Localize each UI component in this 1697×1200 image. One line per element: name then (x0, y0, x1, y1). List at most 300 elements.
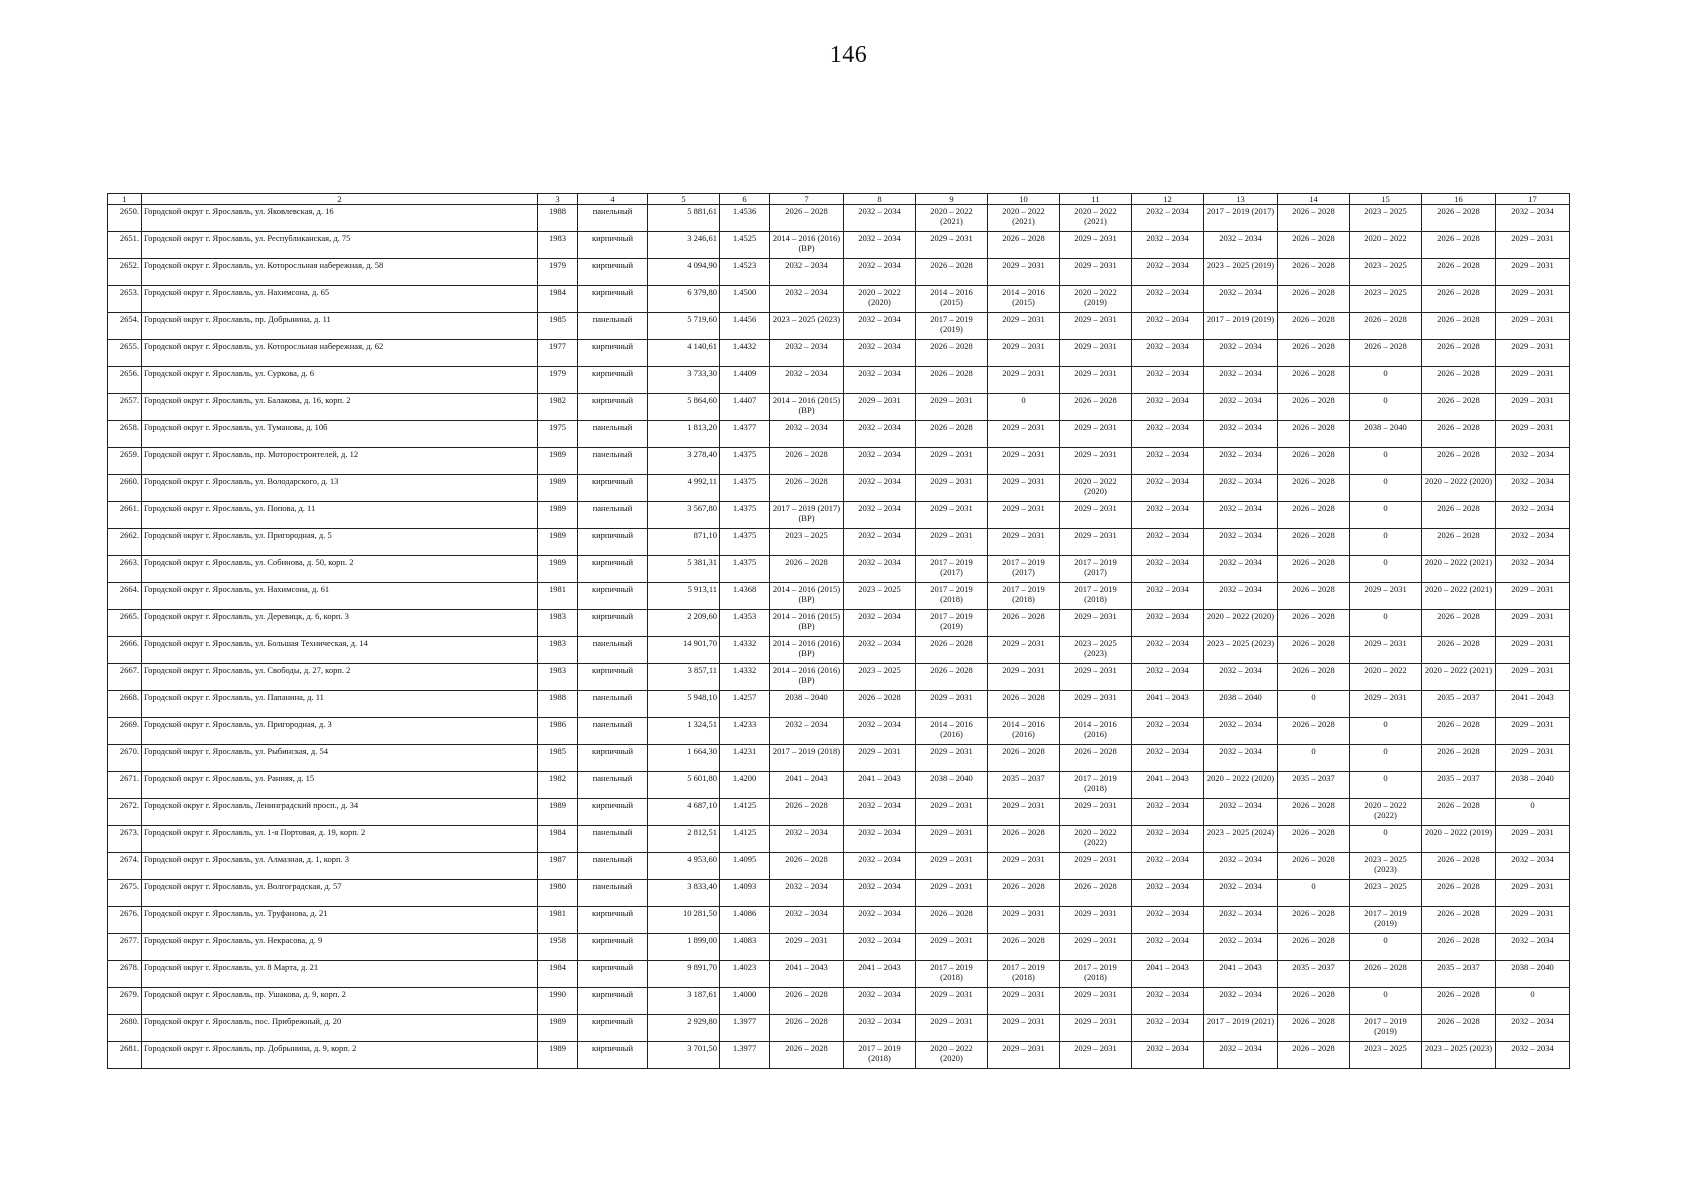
cell-address: Городской округ г. Ярославль, ул. Нахимсона, д. 65 (142, 286, 538, 313)
cell-period-col-13: 2032 – 2034 (1204, 745, 1278, 772)
cell-period-col-17: 2029 – 2031 (1496, 907, 1570, 934)
cell-wall-material: панельный (578, 826, 648, 853)
cell-wall-material: кирпичный (578, 745, 648, 772)
cell-period-col-9: 2026 – 2028 (916, 367, 988, 394)
cell-row-number: 2657. (108, 394, 142, 421)
cell-period-col-14: 0 (1278, 745, 1350, 772)
cell-period-col-11: 2029 – 2031 (1060, 259, 1132, 286)
cell-period-col-17: 2029 – 2031 (1496, 367, 1570, 394)
table-row (108, 529, 1570, 556)
cell-period-col-14: 2026 – 2028 (1278, 664, 1350, 691)
cell-row-number: 2665. (108, 610, 142, 637)
cell-period-col-17: 2032 – 2034 (1496, 1015, 1570, 1042)
cell-period-col-11: 2017 – 2019 (2018) (1060, 772, 1132, 799)
cell-period-col-9: 2029 – 2031 (916, 880, 988, 907)
cell-period-col-13: 2032 – 2034 (1204, 475, 1278, 502)
cell-address: Городской округ г. Ярославль, ул. Собинова, д. 50, корп. 2 (142, 556, 538, 583)
column-header-17: 17 (1496, 194, 1570, 205)
cell-period-col-11: 2017 – 2019 (2018) (1060, 583, 1132, 610)
cell-area: 1 899,00 (648, 934, 720, 961)
cell-period-col-16: 2020 – 2022 (2021) (1422, 583, 1496, 610)
cell-address: Городской округ г. Ярославль, пр. Добрынина, д. 9, корп. 2 (142, 1042, 538, 1069)
cell-index: 1.4523 (720, 259, 770, 286)
cell-period-col-7: 2026 – 2028 (770, 988, 844, 1015)
cell-period-col-7: 2026 – 2028 (770, 799, 844, 826)
cell-period-col-13: 2032 – 2034 (1204, 394, 1278, 421)
cell-period-col-9: 2029 – 2031 (916, 745, 988, 772)
cell-period-col-9: 2026 – 2028 (916, 340, 988, 367)
cell-period-col-13: 2032 – 2034 (1204, 367, 1278, 394)
column-header-3: 3 (538, 194, 578, 205)
cell-address: Городской округ г. Ярославль, ул. Попова, д. 11 (142, 502, 538, 529)
cell-year-built: 1981 (538, 907, 578, 934)
cell-period-col-10: 2029 – 2031 (988, 313, 1060, 340)
cell-wall-material: панельный (578, 718, 648, 745)
cell-period-col-17: 2032 – 2034 (1496, 205, 1570, 232)
cell-period-col-10: 2020 – 2022 (2021) (988, 205, 1060, 232)
cell-period-col-10: 2029 – 2031 (988, 340, 1060, 367)
cell-period-col-10: 2026 – 2028 (988, 232, 1060, 259)
cell-period-col-12: 2032 – 2034 (1132, 286, 1204, 313)
cell-period-col-15: 0 (1350, 772, 1422, 799)
cell-period-col-14: 2035 – 2037 (1278, 772, 1350, 799)
cell-period-col-14: 2026 – 2028 (1278, 475, 1350, 502)
cell-period-col-15: 2023 – 2025 (1350, 205, 1422, 232)
cell-area: 5 601,80 (648, 772, 720, 799)
cell-row-number: 2681. (108, 1042, 142, 1069)
cell-row-number: 2654. (108, 313, 142, 340)
cell-period-col-17: 0 (1496, 988, 1570, 1015)
cell-period-col-7: 2026 – 2028 (770, 853, 844, 880)
cell-index: 1.4233 (720, 718, 770, 745)
cell-period-col-13: 2020 – 2022 (2020) (1204, 610, 1278, 637)
cell-period-col-13: 2032 – 2034 (1204, 907, 1278, 934)
housing-register-table (107, 193, 1570, 1069)
cell-period-col-10: 2026 – 2028 (988, 691, 1060, 718)
cell-area: 5 948,10 (648, 691, 720, 718)
cell-period-col-7: 2026 – 2028 (770, 475, 844, 502)
cell-period-col-16: 2020 – 2022 (2021) (1422, 664, 1496, 691)
cell-period-col-11: 2023 – 2025 (2023) (1060, 637, 1132, 664)
cell-wall-material: панельный (578, 637, 648, 664)
cell-period-col-11: 2029 – 2031 (1060, 1042, 1132, 1069)
cell-period-col-13: 2032 – 2034 (1204, 664, 1278, 691)
cell-period-col-15: 2017 – 2019 (2019) (1350, 907, 1422, 934)
cell-period-col-10: 2017 – 2019 (2018) (988, 961, 1060, 988)
cell-address: Городской округ г. Ярославль, Ленинградский просп., д. 34 (142, 799, 538, 826)
cell-period-col-9: 2029 – 2031 (916, 853, 988, 880)
cell-index: 1.4375 (720, 556, 770, 583)
cell-row-number: 2668. (108, 691, 142, 718)
cell-period-col-7: 2017 – 2019 (2018) (770, 745, 844, 772)
cell-area: 6 379,80 (648, 286, 720, 313)
cell-year-built: 1984 (538, 826, 578, 853)
cell-year-built: 1984 (538, 961, 578, 988)
cell-period-col-9: 2029 – 2031 (916, 691, 988, 718)
cell-wall-material: панельный (578, 880, 648, 907)
cell-period-col-13: 2032 – 2034 (1204, 502, 1278, 529)
cell-index: 1.4353 (720, 610, 770, 637)
cell-period-col-13: 2032 – 2034 (1204, 934, 1278, 961)
column-header-13: 13 (1204, 194, 1278, 205)
cell-period-col-7: 2029 – 2031 (770, 934, 844, 961)
cell-index: 1.4023 (720, 961, 770, 988)
table-row (108, 583, 1570, 610)
cell-period-col-8: 2032 – 2034 (844, 205, 916, 232)
cell-row-number: 2674. (108, 853, 142, 880)
cell-period-col-12: 2032 – 2034 (1132, 583, 1204, 610)
cell-period-col-15: 2020 – 2022 (2022) (1350, 799, 1422, 826)
cell-row-number: 2650. (108, 205, 142, 232)
cell-wall-material: кирпичный (578, 664, 648, 691)
cell-period-col-9: 2017 – 2019 (2018) (916, 583, 988, 610)
cell-period-col-10: 2026 – 2028 (988, 880, 1060, 907)
cell-row-number: 2651. (108, 232, 142, 259)
cell-address: Городской округ г. Ярославль, ул. Волгоградская, д. 57 (142, 880, 538, 907)
cell-period-col-9: 2026 – 2028 (916, 664, 988, 691)
cell-year-built: 1988 (538, 691, 578, 718)
cell-index: 1.4083 (720, 934, 770, 961)
cell-period-col-11: 2020 – 2022 (2019) (1060, 286, 1132, 313)
cell-wall-material: панельный (578, 448, 648, 475)
cell-row-number: 2663. (108, 556, 142, 583)
cell-period-col-12: 2032 – 2034 (1132, 799, 1204, 826)
cell-period-col-14: 0 (1278, 691, 1350, 718)
cell-index: 1.3977 (720, 1042, 770, 1069)
cell-period-col-15: 2023 – 2025 (1350, 286, 1422, 313)
cell-period-col-12: 2032 – 2034 (1132, 205, 1204, 232)
cell-period-col-14: 2026 – 2028 (1278, 313, 1350, 340)
table-row (108, 1042, 1570, 1069)
cell-period-col-14: 2026 – 2028 (1278, 340, 1350, 367)
cell-period-col-8: 2032 – 2034 (844, 1015, 916, 1042)
cell-address: Городской округ г. Ярославль, пр. Добрынина, д. 11 (142, 313, 538, 340)
cell-period-col-7: 2014 – 2016 (2016) (ВР) (770, 664, 844, 691)
cell-period-col-13: 2038 – 2040 (1204, 691, 1278, 718)
cell-period-col-14: 2026 – 2028 (1278, 448, 1350, 475)
cell-period-col-10: 2017 – 2019 (2018) (988, 583, 1060, 610)
cell-period-col-8: 2032 – 2034 (844, 718, 916, 745)
cell-period-col-7: 2014 – 2016 (2016) (ВР) (770, 637, 844, 664)
cell-row-number: 2655. (108, 340, 142, 367)
cell-period-col-7: 2032 – 2034 (770, 340, 844, 367)
cell-period-col-16: 2026 – 2028 (1422, 934, 1496, 961)
cell-period-col-7: 2032 – 2034 (770, 259, 844, 286)
cell-period-col-14: 2026 – 2028 (1278, 637, 1350, 664)
table-row (108, 745, 1570, 772)
cell-row-number: 2662. (108, 529, 142, 556)
column-header-16: 16 (1422, 194, 1496, 205)
cell-index: 1.4375 (720, 475, 770, 502)
table-row (108, 259, 1570, 286)
cell-index: 1.4375 (720, 502, 770, 529)
cell-period-col-10: 2029 – 2031 (988, 907, 1060, 934)
cell-period-col-8: 2032 – 2034 (844, 259, 916, 286)
cell-period-col-8: 2017 – 2019 (2018) (844, 1042, 916, 1069)
cell-period-col-13: 2032 – 2034 (1204, 583, 1278, 610)
table-row (108, 988, 1570, 1015)
cell-period-col-7: 2026 – 2028 (770, 1015, 844, 1042)
table-row (108, 286, 1570, 313)
cell-wall-material: кирпичный (578, 394, 648, 421)
table-row (108, 610, 1570, 637)
cell-period-col-7: 2032 – 2034 (770, 907, 844, 934)
cell-period-col-14: 2026 – 2028 (1278, 1015, 1350, 1042)
cell-period-col-7: 2014 – 2016 (2015) (ВР) (770, 394, 844, 421)
cell-period-col-13: 2032 – 2034 (1204, 421, 1278, 448)
cell-index: 1.4095 (720, 853, 770, 880)
cell-row-number: 2670. (108, 745, 142, 772)
cell-period-col-17: 2029 – 2031 (1496, 286, 1570, 313)
cell-period-col-12: 2032 – 2034 (1132, 1042, 1204, 1069)
cell-index: 1.4375 (720, 529, 770, 556)
cell-period-col-9: 2014 – 2016 (2015) (916, 286, 988, 313)
cell-area: 2 209,60 (648, 610, 720, 637)
cell-period-col-9: 2026 – 2028 (916, 421, 988, 448)
cell-period-col-16: 2026 – 2028 (1422, 907, 1496, 934)
cell-period-col-12: 2032 – 2034 (1132, 232, 1204, 259)
cell-period-col-17: 2029 – 2031 (1496, 394, 1570, 421)
cell-period-col-15: 0 (1350, 826, 1422, 853)
cell-period-col-12: 2032 – 2034 (1132, 880, 1204, 907)
cell-wall-material: кирпичный (578, 475, 648, 502)
cell-period-col-14: 2026 – 2028 (1278, 502, 1350, 529)
cell-area: 4 953,60 (648, 853, 720, 880)
cell-index: 1.4125 (720, 799, 770, 826)
cell-wall-material: кирпичный (578, 286, 648, 313)
cell-index: 1.4432 (720, 340, 770, 367)
cell-year-built: 1989 (538, 529, 578, 556)
cell-period-col-13: 2032 – 2034 (1204, 556, 1278, 583)
cell-period-col-16: 2026 – 2028 (1422, 205, 1496, 232)
cell-period-col-17: 2029 – 2031 (1496, 718, 1570, 745)
cell-period-col-10: 0 (988, 394, 1060, 421)
cell-period-col-9: 2029 – 2031 (916, 934, 988, 961)
cell-wall-material: кирпичный (578, 1042, 648, 1069)
cell-address: Городской округ г. Ярославль, ул. Алмазная, д. 1, корп. 3 (142, 853, 538, 880)
cell-period-col-17: 2029 – 2031 (1496, 259, 1570, 286)
cell-period-col-13: 2032 – 2034 (1204, 340, 1278, 367)
cell-wall-material: кирпичный (578, 907, 648, 934)
cell-period-col-17: 2029 – 2031 (1496, 637, 1570, 664)
cell-index: 1.4093 (720, 880, 770, 907)
cell-period-col-14: 2026 – 2028 (1278, 421, 1350, 448)
cell-period-col-15: 2020 – 2022 (1350, 664, 1422, 691)
cell-period-col-13: 2017 – 2019 (2019) (1204, 313, 1278, 340)
cell-period-col-13: 2017 – 2019 (2021) (1204, 1015, 1278, 1042)
cell-period-col-7: 2032 – 2034 (770, 718, 844, 745)
cell-wall-material: кирпичный (578, 799, 648, 826)
cell-period-col-11: 2029 – 2031 (1060, 799, 1132, 826)
cell-period-col-16: 2026 – 2028 (1422, 529, 1496, 556)
cell-period-col-15: 2023 – 2025 (1350, 880, 1422, 907)
cell-period-col-11: 2017 – 2019 (2018) (1060, 961, 1132, 988)
cell-period-col-7: 2026 – 2028 (770, 448, 844, 475)
cell-period-col-14: 2026 – 2028 (1278, 286, 1350, 313)
cell-period-col-16: 2026 – 2028 (1422, 853, 1496, 880)
table-row (108, 637, 1570, 664)
cell-period-col-14: 2026 – 2028 (1278, 799, 1350, 826)
cell-address: Городской округ г. Ярославль, ул. Суркова, д. 6 (142, 367, 538, 394)
cell-period-col-7: 2032 – 2034 (770, 367, 844, 394)
table-row (108, 394, 1570, 421)
cell-address: Городской округ г. Ярославль, ул. Володарского, д. 13 (142, 475, 538, 502)
cell-period-col-16: 2026 – 2028 (1422, 988, 1496, 1015)
cell-wall-material: кирпичный (578, 367, 648, 394)
cell-period-col-14: 2026 – 2028 (1278, 556, 1350, 583)
cell-address: Городской округ г. Ярославль, ул. Которосльная набережная, д. 62 (142, 340, 538, 367)
cell-year-built: 1983 (538, 610, 578, 637)
cell-period-col-9: 2026 – 2028 (916, 907, 988, 934)
cell-period-col-13: 2032 – 2034 (1204, 718, 1278, 745)
table-body (108, 205, 1570, 1069)
cell-area: 3 278,40 (648, 448, 720, 475)
cell-address: Городской округ г. Ярославль, пр. Моторостроителей, д. 12 (142, 448, 538, 475)
cell-period-col-14: 2026 – 2028 (1278, 394, 1350, 421)
cell-index: 1.4368 (720, 583, 770, 610)
cell-wall-material: панельный (578, 313, 648, 340)
cell-area: 3 187,61 (648, 988, 720, 1015)
cell-area: 3 567,80 (648, 502, 720, 529)
cell-period-col-8: 2032 – 2034 (844, 988, 916, 1015)
cell-index: 1.4456 (720, 313, 770, 340)
cell-period-col-9: 2026 – 2028 (916, 259, 988, 286)
cell-period-col-17: 0 (1496, 799, 1570, 826)
cell-index: 1.4257 (720, 691, 770, 718)
cell-period-col-11: 2026 – 2028 (1060, 745, 1132, 772)
cell-period-col-9: 2017 – 2019 (2018) (916, 961, 988, 988)
cell-period-col-15: 2029 – 2031 (1350, 583, 1422, 610)
cell-year-built: 1977 (538, 340, 578, 367)
cell-period-col-8: 2032 – 2034 (844, 529, 916, 556)
cell-period-col-16: 2026 – 2028 (1422, 1015, 1496, 1042)
cell-year-built: 1982 (538, 772, 578, 799)
table-row (108, 313, 1570, 340)
cell-period-col-15: 2029 – 2031 (1350, 691, 1422, 718)
cell-period-col-16: 2026 – 2028 (1422, 880, 1496, 907)
cell-period-col-8: 2032 – 2034 (844, 448, 916, 475)
cell-area: 4 094,90 (648, 259, 720, 286)
cell-period-col-16: 2026 – 2028 (1422, 448, 1496, 475)
cell-year-built: 1989 (538, 1015, 578, 1042)
cell-row-number: 2673. (108, 826, 142, 853)
cell-address: Городской округ г. Ярославль, ул. Рыбинская, д. 54 (142, 745, 538, 772)
cell-period-col-14: 2026 – 2028 (1278, 232, 1350, 259)
cell-period-col-12: 2032 – 2034 (1132, 826, 1204, 853)
cell-row-number: 2652. (108, 259, 142, 286)
cell-period-col-15: 0 (1350, 502, 1422, 529)
cell-period-col-11: 2029 – 2031 (1060, 664, 1132, 691)
table-row (108, 880, 1570, 907)
cell-period-col-10: 2026 – 2028 (988, 826, 1060, 853)
column-header-11: 11 (1060, 194, 1132, 205)
cell-period-col-8: 2032 – 2034 (844, 313, 916, 340)
cell-period-col-9: 2029 – 2031 (916, 529, 988, 556)
cell-period-col-13: 2020 – 2022 (2020) (1204, 772, 1278, 799)
column-header-10: 10 (988, 194, 1060, 205)
cell-area: 2 812,51 (648, 826, 720, 853)
cell-period-col-10: 2029 – 2031 (988, 637, 1060, 664)
cell-year-built: 1989 (538, 475, 578, 502)
cell-period-col-7: 2026 – 2028 (770, 1042, 844, 1069)
cell-period-col-11: 2029 – 2031 (1060, 1015, 1132, 1042)
cell-row-number: 2677. (108, 934, 142, 961)
cell-area: 1 664,30 (648, 745, 720, 772)
cell-period-col-7: 2032 – 2034 (770, 286, 844, 313)
cell-period-col-9: 2029 – 2031 (916, 475, 988, 502)
cell-period-col-13: 2032 – 2034 (1204, 1042, 1278, 1069)
cell-period-col-16: 2020 – 2022 (2020) (1422, 475, 1496, 502)
cell-wall-material: кирпичный (578, 259, 648, 286)
cell-row-number: 2672. (108, 799, 142, 826)
cell-index: 1.4086 (720, 907, 770, 934)
cell-period-col-10: 2029 – 2031 (988, 799, 1060, 826)
cell-period-col-14: 2026 – 2028 (1278, 1042, 1350, 1069)
cell-period-col-16: 2026 – 2028 (1422, 421, 1496, 448)
cell-period-col-8: 2032 – 2034 (844, 934, 916, 961)
cell-period-col-13: 2032 – 2034 (1204, 799, 1278, 826)
cell-period-col-9: 2029 – 2031 (916, 448, 988, 475)
cell-period-col-9: 2029 – 2031 (916, 394, 988, 421)
cell-period-col-12: 2041 – 2043 (1132, 772, 1204, 799)
cell-address: Городской округ г. Ярославль, ул. Труфанова, д. 21 (142, 907, 538, 934)
cell-period-col-12: 2032 – 2034 (1132, 637, 1204, 664)
cell-period-col-16: 2026 – 2028 (1422, 610, 1496, 637)
column-header-4: 4 (578, 194, 648, 205)
cell-row-number: 2678. (108, 961, 142, 988)
cell-period-col-12: 2032 – 2034 (1132, 745, 1204, 772)
column-header-2: 2 (142, 194, 538, 205)
page-number: 146 (829, 42, 868, 68)
cell-period-col-10: 2029 – 2031 (988, 853, 1060, 880)
cell-index: 1.4409 (720, 367, 770, 394)
cell-index: 1.4125 (720, 826, 770, 853)
cell-address: Городской округ г. Ярославль, ул. Пригородная, д. 5 (142, 529, 538, 556)
cell-row-number: 2669. (108, 718, 142, 745)
cell-period-col-12: 2032 – 2034 (1132, 394, 1204, 421)
cell-period-col-12: 2032 – 2034 (1132, 367, 1204, 394)
cell-period-col-12: 2032 – 2034 (1132, 340, 1204, 367)
column-header-12: 12 (1132, 194, 1204, 205)
cell-area: 4 992,11 (648, 475, 720, 502)
cell-period-col-10: 2026 – 2028 (988, 934, 1060, 961)
cell-period-col-13: 2032 – 2034 (1204, 286, 1278, 313)
cell-period-col-14: 2026 – 2028 (1278, 826, 1350, 853)
cell-year-built: 1985 (538, 745, 578, 772)
cell-period-col-9: 2029 – 2031 (916, 799, 988, 826)
cell-period-col-15: 2026 – 2028 (1350, 961, 1422, 988)
cell-period-col-17: 2032 – 2034 (1496, 1042, 1570, 1069)
cell-address: Городской округ г. Ярославль, ул. Республиканская, д. 75 (142, 232, 538, 259)
cell-period-col-13: 2032 – 2034 (1204, 448, 1278, 475)
cell-period-col-15: 2017 – 2019 (2019) (1350, 1015, 1422, 1042)
cell-period-col-12: 2032 – 2034 (1132, 664, 1204, 691)
cell-year-built: 1985 (538, 313, 578, 340)
cell-period-col-11: 2026 – 2028 (1060, 394, 1132, 421)
cell-period-col-17: 2038 – 2040 (1496, 772, 1570, 799)
cell-wall-material: кирпичный (578, 961, 648, 988)
cell-period-col-15: 0 (1350, 556, 1422, 583)
cell-period-col-8: 2041 – 2043 (844, 772, 916, 799)
cell-period-col-15: 2038 – 2040 (1350, 421, 1422, 448)
cell-period-col-15: 2026 – 2028 (1350, 340, 1422, 367)
cell-area: 4 140,61 (648, 340, 720, 367)
cell-period-col-12: 2032 – 2034 (1132, 502, 1204, 529)
cell-address: Городской округ г. Ярославль, ул. Яковлевская, д. 16 (142, 205, 538, 232)
cell-period-col-17: 2029 – 2031 (1496, 664, 1570, 691)
cell-period-col-8: 2041 – 2043 (844, 961, 916, 988)
table-row (108, 934, 1570, 961)
